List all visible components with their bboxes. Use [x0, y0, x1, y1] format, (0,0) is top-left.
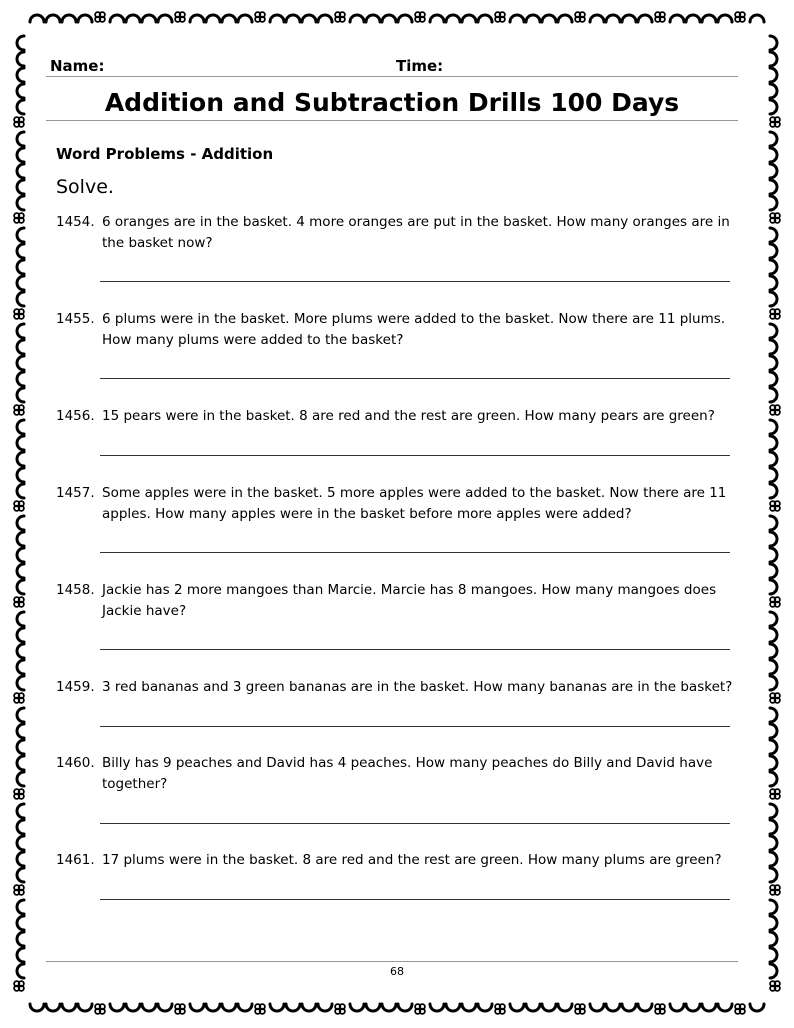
- answer-line[interactable]: [100, 378, 730, 379]
- flower-icon: [14, 789, 24, 799]
- flower-icon: [770, 885, 780, 895]
- flower-icon: [770, 597, 780, 607]
- answer-line[interactable]: [100, 649, 730, 650]
- flower-icon: [14, 405, 24, 415]
- footer-divider: [46, 961, 738, 962]
- flower-icon: [175, 12, 185, 22]
- flower-icon: [14, 693, 24, 703]
- flower-icon: [770, 309, 780, 319]
- problem-number: 1460.: [56, 755, 95, 771]
- flower-icon: [415, 12, 425, 22]
- flower-icon: [495, 12, 505, 22]
- flower-icon: [95, 12, 105, 22]
- flower-icon: [14, 309, 24, 319]
- flower-icon: [255, 1004, 265, 1014]
- header-row: [46, 56, 738, 77]
- answer-line[interactable]: [100, 726, 730, 727]
- flower-icon: [335, 12, 345, 22]
- flower-icon: [14, 885, 24, 895]
- problem-number: 1454.: [56, 214, 95, 230]
- flower-icon: [335, 1004, 345, 1014]
- answer-line[interactable]: [100, 899, 730, 900]
- section-subtitle: Word Problems - Addition: [56, 145, 274, 163]
- name-label: Name:: [50, 57, 105, 75]
- problem-number: 1455.: [56, 311, 95, 327]
- instruction-text: Solve.: [56, 176, 114, 198]
- flower-icon: [770, 693, 780, 703]
- flower-icon: [175, 1004, 185, 1014]
- flower-icon: [14, 981, 24, 991]
- bottom-scallop-border: [30, 1004, 764, 1011]
- flower-icon: [14, 213, 24, 223]
- problem-text: 15 pears were in the basket. 8 are red and the rest are green. How many pears are green?: [102, 408, 715, 424]
- flower-icon: [655, 12, 665, 22]
- answer-line[interactable]: [100, 823, 730, 824]
- flower-icon: [770, 117, 780, 127]
- answer-line[interactable]: [100, 281, 730, 282]
- problem-text: 17 plums were in the basket. 8 are red and the rest are green. How many plums are green?: [102, 852, 722, 868]
- problem-number: 1459.: [56, 679, 95, 695]
- flower-icon: [575, 12, 585, 22]
- flower-icon: [255, 12, 265, 22]
- problem-text: 6 oranges are in the basket. 4 more oranges are put in the basket. How many oranges are in the basket now?: [102, 214, 730, 251]
- flower-icon: [575, 1004, 585, 1014]
- flower-icon: [770, 981, 780, 991]
- problem-text: Jackie has 2 more mangoes than Marcie. Marcie has 8 mangoes. How many mangoes does Jackie have?: [102, 582, 717, 619]
- flower-icon: [14, 117, 24, 127]
- flower-icon: [770, 789, 780, 799]
- problem-text: Some apples were in the basket. 5 more apples were added to the basket. Now there are 11 apples. How many apples were in the basket before more apples were added?: [102, 485, 727, 522]
- problem-number: 1458.: [56, 582, 95, 598]
- problem-number: 1461.: [56, 852, 95, 868]
- flower-icon: [655, 1004, 665, 1014]
- problem-text: 3 red bananas and 3 green bananas are in the basket. How many bananas are in the basket?: [102, 679, 733, 695]
- problem-number: 1456.: [56, 408, 95, 424]
- flower-icon: [14, 597, 24, 607]
- flower-icon: [95, 1004, 105, 1014]
- flower-icon: [415, 1004, 425, 1014]
- flower-icon: [770, 405, 780, 415]
- problem-text: Billy has 9 peaches and David has 4 peaches. How many peaches do Billy and David have together?: [102, 755, 713, 792]
- top-scallop-border: [30, 15, 764, 22]
- time-label: Time:: [396, 57, 444, 75]
- page-number: 68: [390, 965, 404, 978]
- flower-icon: [495, 1004, 505, 1014]
- flower-icon: [735, 1004, 745, 1014]
- answer-line[interactable]: [100, 455, 730, 456]
- flower-icon: [770, 213, 780, 223]
- flower-icon: [735, 12, 745, 22]
- flower-icon: [770, 501, 780, 511]
- answer-line[interactable]: [100, 552, 730, 553]
- flower-icon: [14, 501, 24, 511]
- problem-text: 6 plums were in the basket. More plums were added to the basket. Now there are 11 plums. How many plums were added to the basket?: [102, 311, 726, 348]
- problem-number: 1457.: [56, 485, 95, 501]
- page-title: Addition and Subtraction Drills 100 Days: [46, 86, 738, 121]
